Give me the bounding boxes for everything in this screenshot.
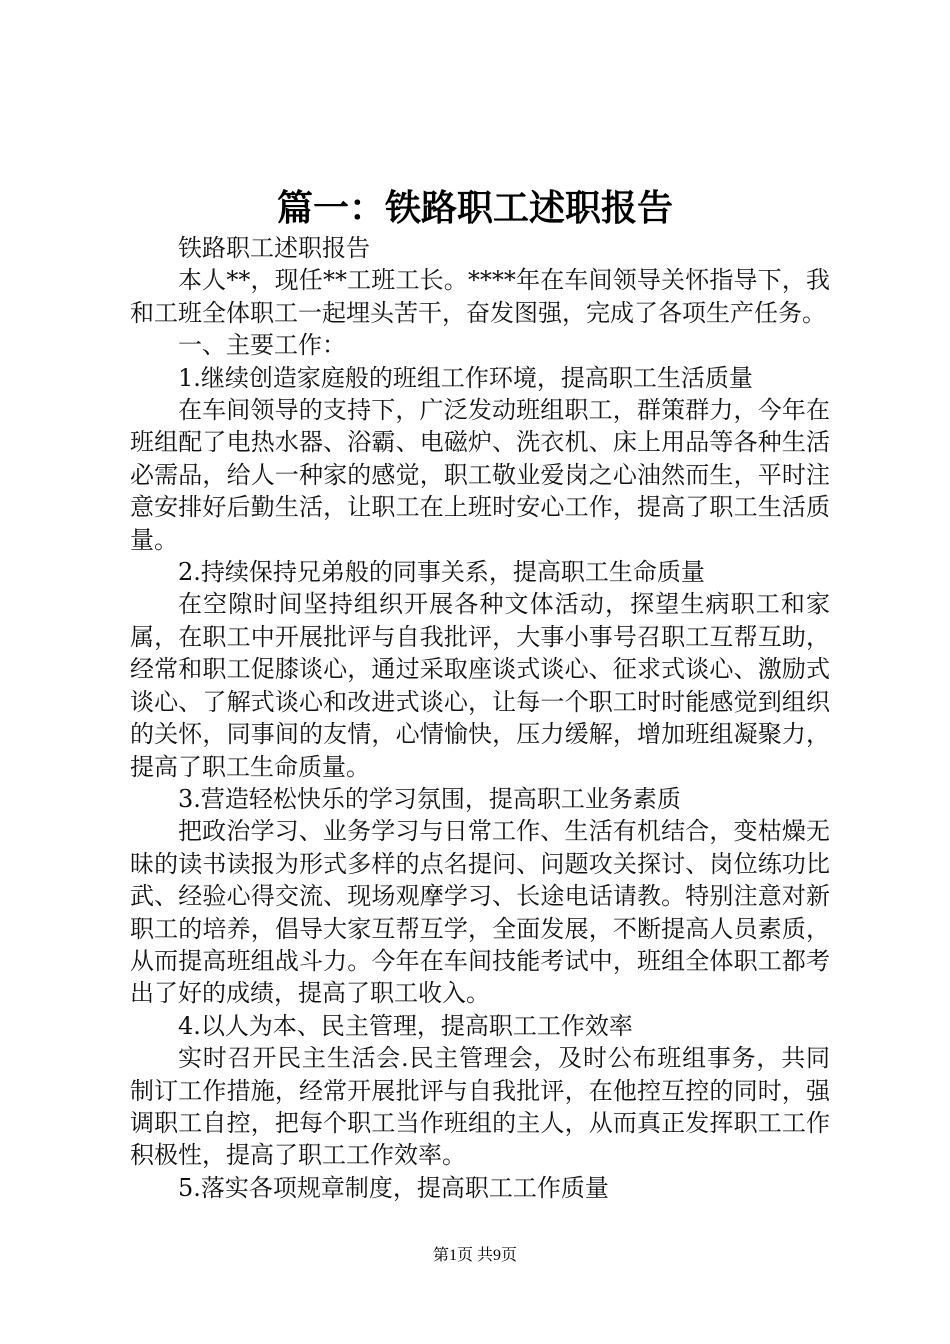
- subsection-heading: 5.落实各项规章制度，提高职工工作质量: [178, 1173, 609, 1202]
- document-body: [130, 232, 830, 1204]
- paragraph: 铁路职工述职报告: [178, 234, 370, 262]
- document-title: 篇一：铁路职工述职报告: [276, 187, 673, 229]
- subsection-heading: 2.持续保持兄弟般的同事关系，提高职工生命质量: [178, 558, 705, 587]
- paragraph: 在空隙时间坚持组织开展各种文体活动，探望生病职工和家属，在职工中开展批评与自我批评，大事小事号召职工互帮互助，经常和职工促膝谈心，通过采取座谈式谈心、征求式谈心、激励式谈心、了解式谈心和改进式谈心，让每一个职工时时能感觉到组织的关怀，同事间的友情，心情愉快，压力缓解，增加班组凝聚力，提高了职工生命质量。: [130, 590, 830, 781]
- subsection-heading: 4.以人为本、民主管理，提高职工工作效率: [178, 1011, 633, 1040]
- subsection-heading: 1.继续创造家庭般的班组工作环境，提高职工生活质量: [178, 363, 753, 392]
- page-footer: 第1页 共9页: [432, 1247, 517, 1264]
- paragraph: 本人**，现任**工班工长。****年在车间领导关怀指导下，我和工班全体职工一起埋头苦干，奋发图强，完成了各项生产任务。: [130, 266, 830, 327]
- paragraph: 在车间领导的支持下，广泛发动班组职工，群策群力，今年在班组配了电热水器、浴霸、电磁炉、洗衣机、床上用品等各种生活必需品，给人一种家的感觉，职工敬业爱岗之心油然而生，平时注意安排好后勤生活，让职工在上班时安心工作，提高了职工生活质量。: [130, 396, 830, 554]
- subsection-heading: 3.营造轻松快乐的学习氛围，提高职工业务素质: [178, 784, 681, 813]
- paragraph: 把政治学习、业务学习与日常工作、生活有机结合，变枯燥无昧的读书读报为形式多样的点名提问、问题攻关探讨、岗位练功比武、经验心得交流、现场观摩学习、长途电话请教。特别注意对新职工的培养，倡导大家互帮互学，全面发展，不断提高人员素质，从而提高班组战斗力。今年在车间技能考试中，班组全体职工都考出了好的成绩，提高了职工收入。: [130, 817, 830, 1008]
- section-heading: 一、主要工作：: [178, 331, 346, 360]
- paragraph: 实时召开民主生活会.民主管理会，及时公布班组事务，共同制订工作措施，经常开展批评与自我批评，在他控互控的同时，强调职工自控，把每个职工当作班组的主人，从而真正发挥职工工作积极性，提高了职工工作效率。: [130, 1044, 830, 1170]
